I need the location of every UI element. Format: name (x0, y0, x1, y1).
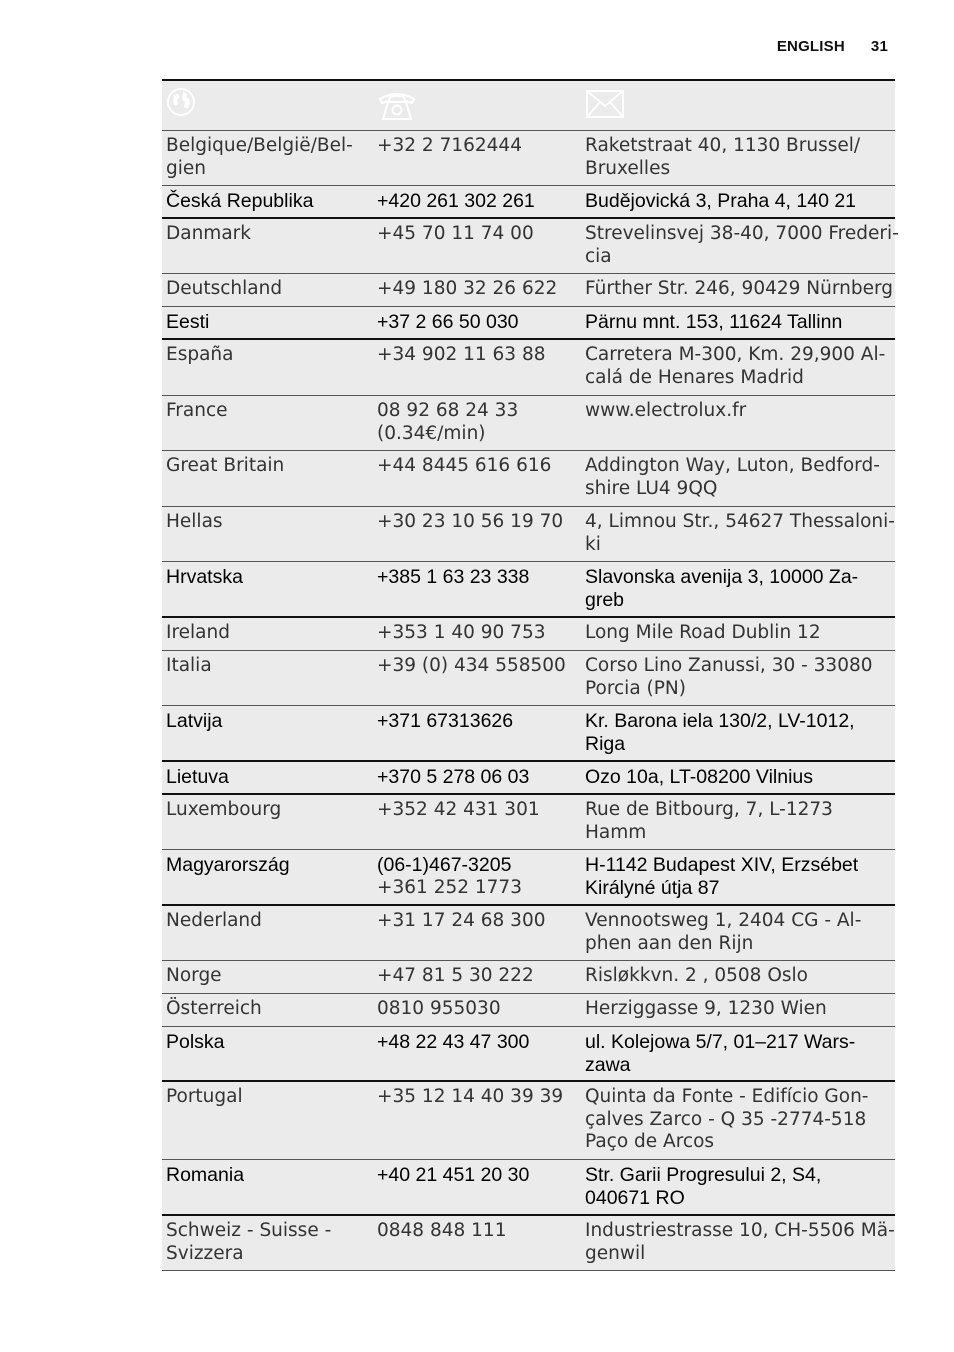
header-country-cell (162, 81, 374, 130)
table-row (162, 1082, 895, 1160)
phone-text: +371 67313626 (377, 710, 514, 732)
header-address-cell (582, 81, 895, 130)
phone-text: 08 92 68 24 33 (377, 400, 519, 421)
table-row (162, 507, 895, 562)
country-text: Belgique/België/Bel- (166, 135, 353, 156)
country-cell (162, 651, 374, 705)
address-text: genwil (585, 1242, 646, 1264)
address-text: zawa (585, 1053, 631, 1076)
address-text: cia (585, 245, 612, 267)
country-text: Lietuva (166, 766, 229, 788)
address-text: H-1142 Budapest XIV, Erzsébet (585, 854, 859, 876)
address-text: Vennootsweg 1, 2404 CG - Al- (585, 910, 862, 931)
phone-text: +31 17 24 68 300 (377, 910, 546, 931)
country-cell (162, 131, 374, 185)
address-cell (582, 451, 895, 506)
country-text: Danmark (166, 223, 251, 244)
phone-text: +37 2 66 50 030 (377, 311, 519, 333)
phone-text: +353 1 40 90 753 (377, 622, 546, 643)
address-cell (582, 307, 895, 338)
address-text: çalves Zarco - Q 35 -2774-518 (585, 1108, 867, 1130)
globe-icon (166, 87, 196, 117)
table-row (162, 961, 895, 994)
phone-text: +420 261 302 261 (377, 190, 535, 212)
page-header (777, 38, 888, 55)
country-text: Magyarország (166, 854, 290, 876)
phone-text: +47 81 5 30 222 (377, 965, 534, 986)
address-text: Slavonska avenija 3, 10000 Za- (585, 566, 859, 588)
address-cell (582, 219, 899, 273)
phone-cell (374, 795, 582, 849)
address-cell (582, 186, 895, 217)
country-text: Latvija (166, 710, 223, 732)
address-text: Risløkkvn. 2 , 0508 Oslo (585, 965, 808, 986)
envelope-icon (585, 88, 625, 120)
table-row (162, 1216, 895, 1271)
address-text: Ozo 10a, LT-08200 Vilnius (585, 766, 814, 788)
phone-cell (374, 994, 582, 1026)
table-row (162, 131, 895, 186)
table-body (162, 131, 899, 1271)
country-cell (162, 618, 374, 650)
address-cell (582, 507, 895, 561)
table-row (162, 651, 895, 706)
address-text: Quinta da Fonte - Edifício Gon- (585, 1086, 869, 1107)
country-cell (162, 451, 374, 506)
country-text: Hrvatska (166, 566, 243, 588)
phone-text: +32 2 7162444 (377, 135, 522, 156)
address-text: Pärnu mnt. 153, 11624 Tallinn (585, 311, 843, 333)
address-text: 4, Limnou Str., 54627 Thessaloni- (585, 511, 895, 532)
table-row (162, 451, 895, 507)
country-text: Nederland (166, 910, 262, 931)
country-text: España (166, 344, 234, 365)
address-text: phen aan den Rijn (585, 932, 754, 954)
phone-cell (374, 618, 582, 650)
address-text: Str. Garii Progresului 2, S4, (585, 1164, 822, 1186)
phone-text: +48 22 43 47 300 (377, 1031, 530, 1053)
phone-text: +352 42 431 301 (377, 799, 540, 820)
address-text: ul. Kolejowa 5/7, 01–217 Wars- (585, 1031, 856, 1053)
header-phone-cell (374, 81, 582, 130)
address-text: greb (585, 588, 625, 611)
country-text: Polska (166, 1031, 225, 1053)
country-text: Italia (166, 655, 212, 676)
country-text: Schweiz - Suisse - (166, 1220, 332, 1241)
table-row (162, 906, 895, 961)
table-row (162, 562, 895, 618)
table-row (162, 340, 895, 396)
phone-text: 0848 848 111 (377, 1220, 507, 1241)
phone-cell (374, 961, 582, 993)
address-text: Industriestrasse 10, CH-5506 Mä- (585, 1220, 895, 1241)
phone-cell (374, 762, 582, 793)
address-text: 040671 RO (585, 1186, 685, 1209)
address-text: Herziggasse 9, 1230 Wien (585, 998, 827, 1019)
phone-cell (374, 1027, 582, 1080)
table-row (162, 618, 895, 651)
country-text: Deutschland (166, 278, 283, 299)
telephone-icon (377, 88, 417, 122)
address-cell (582, 1027, 895, 1080)
phone-cell (374, 396, 582, 450)
phone-text: +385 1 63 23 338 (377, 566, 530, 588)
phone-cell (374, 131, 582, 185)
country-cell (162, 186, 374, 217)
phone-cell (374, 706, 582, 760)
address-cell (582, 618, 895, 650)
table-row (162, 307, 895, 340)
country-cell (162, 994, 374, 1026)
country-cell (162, 795, 374, 849)
address-text: Rue de Bitbourg, 7, L-1273 (585, 799, 833, 820)
country-cell (162, 1160, 374, 1214)
address-text: shire LU4 9QQ (585, 477, 718, 499)
table-header (162, 81, 895, 131)
country-text: Romania (166, 1164, 245, 1186)
country-text: France (166, 400, 228, 421)
address-text: Strevelinsvej 38-40, 7000 Frederi- (585, 223, 899, 244)
country-cell (162, 507, 374, 561)
phone-cell (374, 274, 582, 306)
phone-text: +34 902 11 63 88 (377, 344, 546, 365)
table-row (162, 219, 899, 274)
address-cell (582, 562, 895, 616)
country-text: Česká Republika (166, 190, 314, 212)
phone-cell (374, 186, 582, 217)
country-text: Eesti (166, 311, 210, 333)
address-text: Raketstraat 40, 1130 Brussel/ (585, 135, 861, 156)
country-text: Svizzera (166, 1242, 244, 1264)
phone-text: 0810 955030 (377, 998, 501, 1019)
phone-cell (374, 340, 582, 395)
phone-cell (374, 219, 582, 273)
address-cell (582, 850, 895, 904)
address-text: Riga (585, 732, 626, 755)
table-row (162, 186, 895, 219)
phone-cell (374, 507, 582, 561)
phone-text: +30 23 10 56 19 70 (377, 511, 564, 532)
address-text: Corso Lino Zanussi, 30 - 33080 (585, 655, 873, 676)
phone-cell (374, 1082, 582, 1159)
address-cell (582, 274, 895, 306)
address-text: Addington Way, Luton, Bedford- (585, 455, 880, 476)
country-text: Luxembourg (166, 799, 282, 820)
address-cell (582, 1160, 895, 1214)
country-cell (162, 274, 374, 306)
country-cell (162, 562, 374, 616)
country-cell (162, 396, 374, 450)
address-text: Porcia (PN) (585, 677, 686, 699)
address-cell (582, 994, 895, 1026)
phone-cell (374, 451, 582, 506)
phone-text: +370 5 278 06 03 (377, 766, 530, 788)
table-row (162, 274, 895, 307)
address-text: Királyné útja 87 (585, 876, 720, 899)
phone-cell (374, 307, 582, 338)
country-cell (162, 706, 374, 760)
address-text: Fürther Str. 246, 90429 Nürnberg (585, 278, 893, 299)
table-row (162, 994, 895, 1027)
phone-text: +39 (0) 434 558500 (377, 655, 566, 676)
table-row (162, 1027, 895, 1082)
service-contacts-table (162, 79, 899, 1271)
page-number: 31 (870, 38, 888, 55)
address-text: Kr. Barona iela 130/2, LV-1012, (585, 710, 855, 732)
phone-text: +35 12 14 40 39 39 (377, 1086, 564, 1107)
address-cell (582, 961, 895, 993)
country-text: Portugal (166, 1086, 243, 1107)
address-cell (582, 762, 895, 793)
country-cell (162, 340, 374, 395)
phone-text: +44 8445 616 616 (377, 455, 552, 476)
table-row (162, 706, 895, 762)
address-text: Budějovická 3, Praha 4, 140 21 (585, 190, 857, 212)
country-text: Österreich (166, 998, 262, 1019)
address-cell (582, 1082, 895, 1159)
country-cell (162, 1216, 374, 1270)
address-cell (582, 651, 895, 705)
phone-text: (0.34€/min) (377, 422, 486, 444)
phone-cell (374, 651, 582, 705)
phone-cell (374, 1216, 582, 1270)
address-cell (582, 1216, 895, 1270)
address-cell (582, 795, 895, 849)
table-row (162, 1160, 895, 1216)
address-text: ki (585, 533, 601, 555)
address-text: calá de Henares Madrid (585, 366, 804, 388)
phone-cell (374, 1160, 582, 1214)
country-cell (162, 762, 374, 793)
phone-cell (374, 562, 582, 616)
header-language: ENGLISH (776, 38, 845, 55)
phone-text: (06-1)467-3205 (377, 854, 512, 876)
table-row (162, 795, 895, 850)
table-row (162, 396, 895, 451)
address-text: Hamm (585, 821, 647, 843)
country-text: Ireland (166, 622, 230, 643)
country-cell (162, 1082, 374, 1159)
address-text: Carretera M-300, Km. 29,900 Al- (585, 344, 886, 365)
phone-cell (374, 906, 582, 960)
address-text: Paço de Arcos (585, 1131, 715, 1152)
address-text[interactable]: www.electrolux.fr (585, 400, 747, 421)
phone-text: +40 21 451 20 30 (377, 1164, 530, 1186)
country-cell (162, 906, 374, 960)
phone-text: +45 70 11 74 00 (377, 223, 534, 244)
country-cell (162, 219, 374, 273)
phone-cell (374, 850, 582, 904)
address-cell (582, 706, 895, 760)
address-cell (582, 131, 895, 185)
address-text: Bruxelles (585, 157, 671, 179)
address-cell (582, 906, 895, 960)
country-text: Norge (166, 965, 222, 986)
country-cell (162, 307, 374, 338)
country-text: Hellas (166, 511, 223, 532)
country-text: Great Britain (166, 455, 285, 476)
address-text: Long Mile Road Dublin 12 (585, 622, 821, 643)
country-cell (162, 1027, 374, 1080)
country-cell (162, 961, 374, 993)
address-cell (582, 396, 895, 450)
address-cell (582, 340, 895, 395)
country-cell (162, 850, 374, 904)
phone-text: +49 180 32 26 622 (377, 278, 558, 299)
country-text: gien (166, 157, 206, 179)
phone-text: +361 252 1773 (377, 876, 522, 898)
table-row (162, 850, 895, 906)
table-row (162, 762, 895, 795)
